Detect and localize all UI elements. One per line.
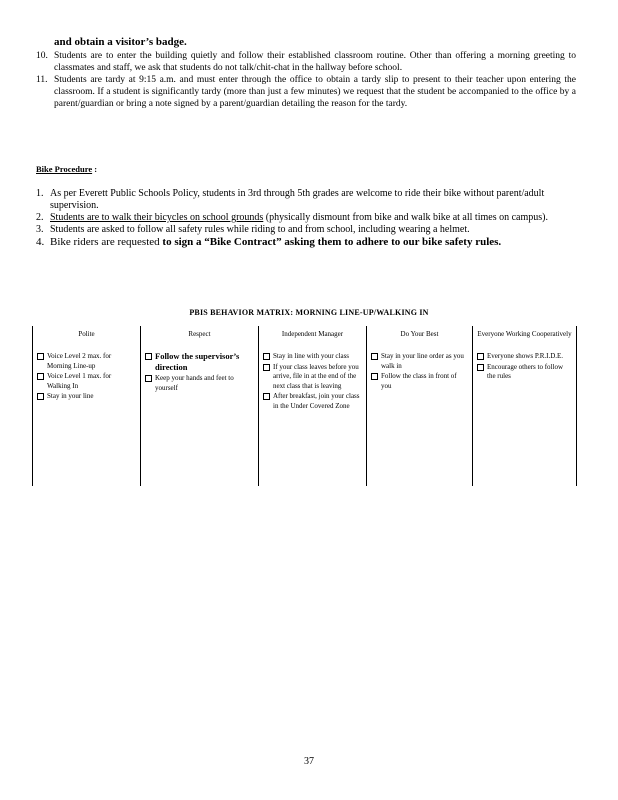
matrix-column-respect [140,326,258,486]
checkbox-icon [37,353,44,360]
matrix-item [371,372,468,391]
rule-number: 11. [36,75,48,85]
matrix-item-text: Keep your hands and feet to yourself [155,374,234,392]
matrix-column-do-your-best [366,326,472,486]
bike-item-underlined-text: Students are to walk their bicycles on school grounds [50,212,264,223]
matrix-item [37,372,136,391]
matrix-column-header: Everyone Working Cooperatively [477,330,572,338]
page-number: 37 [304,756,314,767]
matrix-column-independent-manager [258,326,366,486]
bike-heading-text: Bike Procedure [36,164,93,174]
matrix-item-text: Stay in your line order as you walk in [381,352,464,370]
rule-item-11 [36,74,576,110]
bike-item-1 [36,188,576,212]
matrix-item-text: Encourage others to follow the rules [487,362,564,380]
rule-item-10 [36,50,576,74]
bike-item-text: Students are asked to follow all safety rules while riding to and from school, including wearing a helmet. [50,224,470,235]
arrival-rules-list [36,50,576,110]
rule-text: Students are to enter the building quietly and follow their established classroom routine. Other than offering a morning greeting to classmates and staff, we ask that students do not talk/chit-chat in the hallway before school. [54,51,576,73]
matrix-item [263,363,362,392]
bike-item-number: 4. [36,236,45,248]
checkbox-icon [145,375,152,382]
bike-item-3 [36,224,576,236]
matrix-column-header: Do Your Best [400,330,439,338]
matrix-item-text: Voice Level 2 max. for Morning Line-up [47,352,112,370]
matrix-item [37,392,136,402]
bike-item-text: (physically dismount from bike and walk bike at all times on campus). [263,212,548,223]
matrix-item [477,363,572,382]
matrix-item [371,352,468,371]
checkbox-icon [477,353,484,360]
checkbox-icon [145,353,152,360]
matrix-item [37,352,136,371]
matrix-item [263,392,362,411]
rule-number: 10. [36,51,48,61]
bike-item-number: 2. [36,212,44,223]
matrix-item [263,352,362,362]
matrix-column-header: Polite [78,330,95,338]
matrix-column-polite [32,326,140,486]
matrix-item-text: Everyone shows P.R.I.D.E. [487,352,564,360]
matrix-item-text: Follow the supervisor’s direction [155,351,240,372]
matrix-item-text: If your class leaves before you arrive, file in at the end of the next class that is leaving [273,362,359,390]
bike-item-bold-text: to sign a “Bike Contract” asking them to adhere to our bike safety rules. [162,236,502,248]
matrix-item [145,374,254,393]
matrix-item-text: Follow the class in front of you [381,372,457,390]
matrix-item-text: After breakfast, join your class in the Under Covered Zone [273,392,360,410]
bike-item-number: 3. [36,224,44,235]
bike-procedure-heading [36,164,97,174]
matrix-item-text: Stay in your line [47,392,94,400]
bike-item-text: Bike riders are requested [50,236,163,248]
bike-item-2 [36,212,576,224]
matrix-item [477,352,572,362]
visitor-badge-continuation: and obtain a visitor’s badge. [54,36,187,48]
bike-procedure-list [36,188,576,248]
matrix-item-text: Voice Level 1 max. for Walking In [47,372,112,390]
behavior-matrix [32,326,577,486]
matrix-title: PBIS BEHAVIOR MATRIX: MORNING LINE-UP/WALKING IN [189,308,429,317]
rule-text: Students are tardy at 9:15 a.m. and must enter through the office to obtain a tardy slip to present to their teacher upon entering the classroom. If a student is significantly tardy (more than just a few minutes) we request that the student be accompanied to the office by a parent/guardian or bring a note signed by a parent/guardian detailing the reason for the tardy. [54,75,576,109]
checkbox-icon [263,393,270,400]
matrix-column-everyone-working-cooperatively [472,326,577,486]
checkbox-icon [263,353,270,360]
checkbox-icon [371,353,378,360]
checkbox-icon [371,373,378,380]
bike-item-text: As per Everett Public Schools Policy, students in 3rd through 5th grades are welcome to ride their bike without parent/adult supervision. [50,188,545,211]
checkbox-icon [477,364,484,371]
bike-item-4 [36,236,576,248]
checkbox-icon [37,393,44,400]
matrix-column-header: Respect [188,330,211,338]
checkbox-icon [263,364,270,371]
checkbox-icon [37,373,44,380]
bike-item-number: 1. [36,188,44,199]
matrix-item-text: Stay in line with your class [273,352,350,360]
bike-heading-colon: : [94,164,98,174]
matrix-item [145,352,254,373]
matrix-column-header: Independent Manager [281,330,344,338]
